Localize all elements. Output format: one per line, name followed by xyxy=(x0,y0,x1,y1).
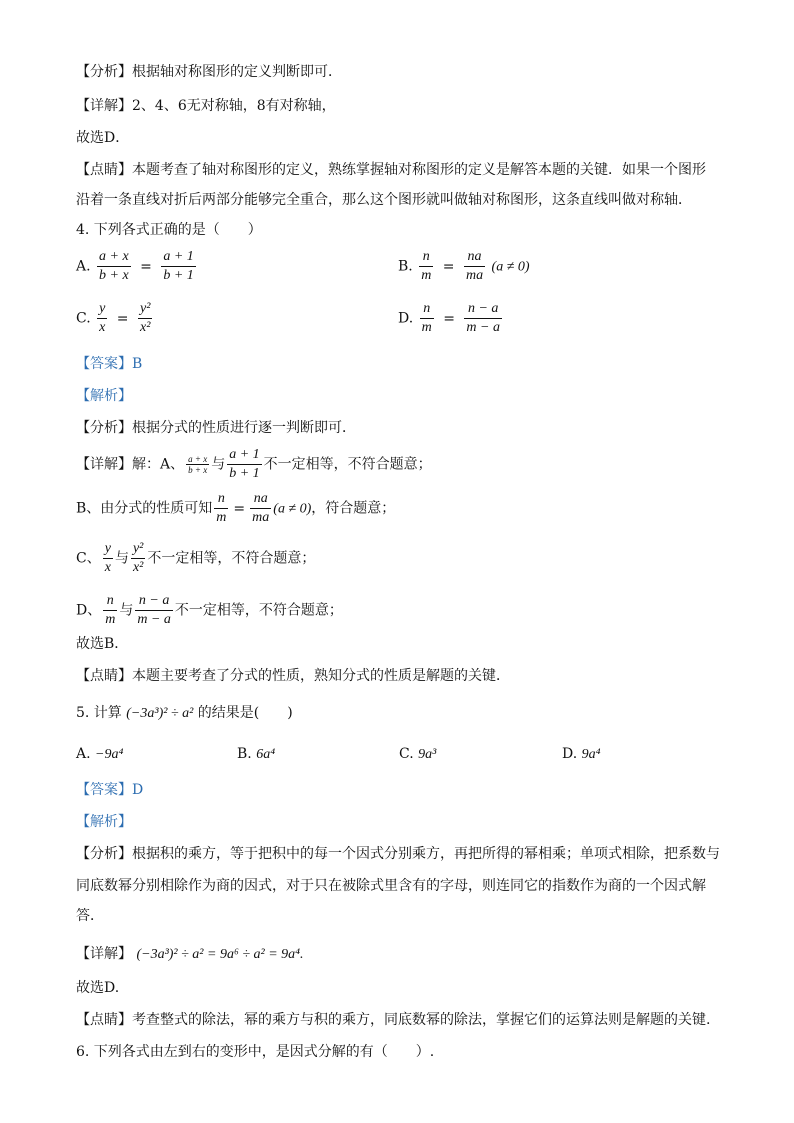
q3-detail: 【详解】2、4、6无对称轴，8有对称轴， xyxy=(76,98,336,114)
q4-detail-b: B、由分式的性质可知 $\frac{n}{m}$ = $\frac{na}{ma}$ (a ≠ 0)，符合题意； xyxy=(76,491,396,525)
q4-option-c-left-fraction: $\frac{y}{x}$ xyxy=(99,301,106,335)
q5-analysis-line3: 答． xyxy=(76,908,104,924)
q5-stem-expression: (−3a³)² ÷ a² xyxy=(126,706,194,721)
q4-option-b-right-fraction: $\frac{na}{ma}$ xyxy=(465,249,484,283)
q4-option-a: A. $\frac{a + x}{b + x}$ = $\frac{a + 1}{b + 1}$ xyxy=(76,249,194,283)
q4-option-d-left-fraction: $\frac{n}{m}$ xyxy=(421,301,432,335)
q4-analysis: 【分析】根据分式的性质进行逐一判断即可． xyxy=(76,420,356,436)
q4-option-c: C. $\frac{y}{x}$ = $\frac{\text{y²}}{\text{x²}}$ xyxy=(76,301,151,335)
q4-jiexi: 【解析】 xyxy=(76,388,132,404)
q4-answer: 【答案】B xyxy=(76,356,143,372)
q4-option-a-left-fraction: $\frac{a + x}{b + x}$ xyxy=(99,249,129,283)
q4-option-a-label: A. xyxy=(76,258,91,275)
q4-option-b-left-fraction: $\frac{n}{m}$ xyxy=(421,249,432,283)
q4-option-d-right-fraction: $\frac{n - a}{m - a}$ xyxy=(466,301,500,335)
q5-option-a: A. −9a⁴ xyxy=(76,746,124,762)
q4-option-d: D. $\frac{n}{m}$ = $\frac{n - a}{m - a}$ xyxy=(398,301,500,335)
q5-option-d: D. 9a⁴ xyxy=(562,746,601,762)
q4-option-b-condition: (a ≠ 0) xyxy=(491,259,530,275)
q5-detail-expression: (−3a³)² ÷ a² = 9a⁶ ÷ a² = 9a⁴. xyxy=(136,947,304,962)
q5-jiexi: 【解析】 xyxy=(76,814,132,830)
q4-detail-c: C、 $\frac{y}{x}$ 与 $\frac{\text{y²}}{\text{x²}}$ 不一定相等，不符合题意； xyxy=(76,541,316,575)
q3-comment-line2: 沿着一条直线对折后两部分能够完全重合，那么这个图形就叫做轴对称图形，这条直线叫做对称轴． xyxy=(76,192,692,208)
q3-choice: 故选D． xyxy=(76,130,130,146)
q3-analysis: 【分析】根据轴对称图形的定义判断即可． xyxy=(76,64,342,80)
q4-option-c-right-fraction: $\frac{\text{y²}}{\text{x²}}$ xyxy=(139,301,151,335)
q5-comment: 【点睛】考查整式的除法，幂的乘方与积的乘方，同底数幂的除法，掌握它们的运算法则是解题的关键. xyxy=(76,1012,711,1028)
q4-stem: 4. 下列各式正确的是（ ） xyxy=(76,222,262,238)
q3-comment-line1: 【点睛】本题考查了轴对称图形的定义，熟练掌握轴对称图形的定义是解答本题的关键．如果一个图形 xyxy=(76,162,706,178)
q5-detail: 【详解】 (−3a³)² ÷ a² = 9a⁶ ÷ a² = 9a⁴. xyxy=(76,946,304,962)
q4-detail-d: D、 $\frac{n}{m}$ 与 $\frac{n - a}{m - a}$ 不一定相等，不符合题意； xyxy=(76,593,343,627)
q5-analysis-line2: 同底数幂分别相除作为商的因式，对于只在被除式里含有的字母，则连同它的指数作为商的一个因式解 xyxy=(76,878,706,894)
q4-option-b-label: B. xyxy=(398,258,413,275)
q6-stem: 6. 下列各式由左到右的变形中，是因式分解的有（ ）. xyxy=(76,1044,435,1060)
q4-option-c-label: C. xyxy=(76,310,91,327)
q4-option-b: B. $\frac{n}{m}$ = $\frac{na}{ma}$ (a ≠ 0) xyxy=(398,249,530,283)
q4-comment: 【点睛】本题主要考查了分式的性质，熟知分式的性质是解题的关键． xyxy=(76,668,510,684)
q4-option-d-label: D. xyxy=(398,310,414,327)
q5-analysis-line1: 【分析】根据积的乘方，等于把积中的每一个因式分别乘方，再把所得的幂相乘；单项式相除，把系数与 xyxy=(76,846,720,862)
q5-option-c: C. 9a³ xyxy=(399,746,437,762)
q5-stem: 5. 计算 (−3a³)² ÷ a² 的结果是( ) xyxy=(76,705,293,721)
q4-detail-a: 【详解】解：A、 $\frac{a + x}{b + x}$ 与 $\frac{a + 1}{b + 1}$ 不一定相等，不符合题意； xyxy=(76,447,432,481)
q4-option-a-right-fraction: $\frac{a + 1}{b + 1}$ xyxy=(163,249,194,283)
q5-choice: 故选D. xyxy=(76,980,120,996)
q4-choice: 故选B． xyxy=(76,636,129,652)
q5-answer: 【答案】D xyxy=(76,782,144,798)
q5-option-b: B. 6a⁴ xyxy=(237,746,276,762)
